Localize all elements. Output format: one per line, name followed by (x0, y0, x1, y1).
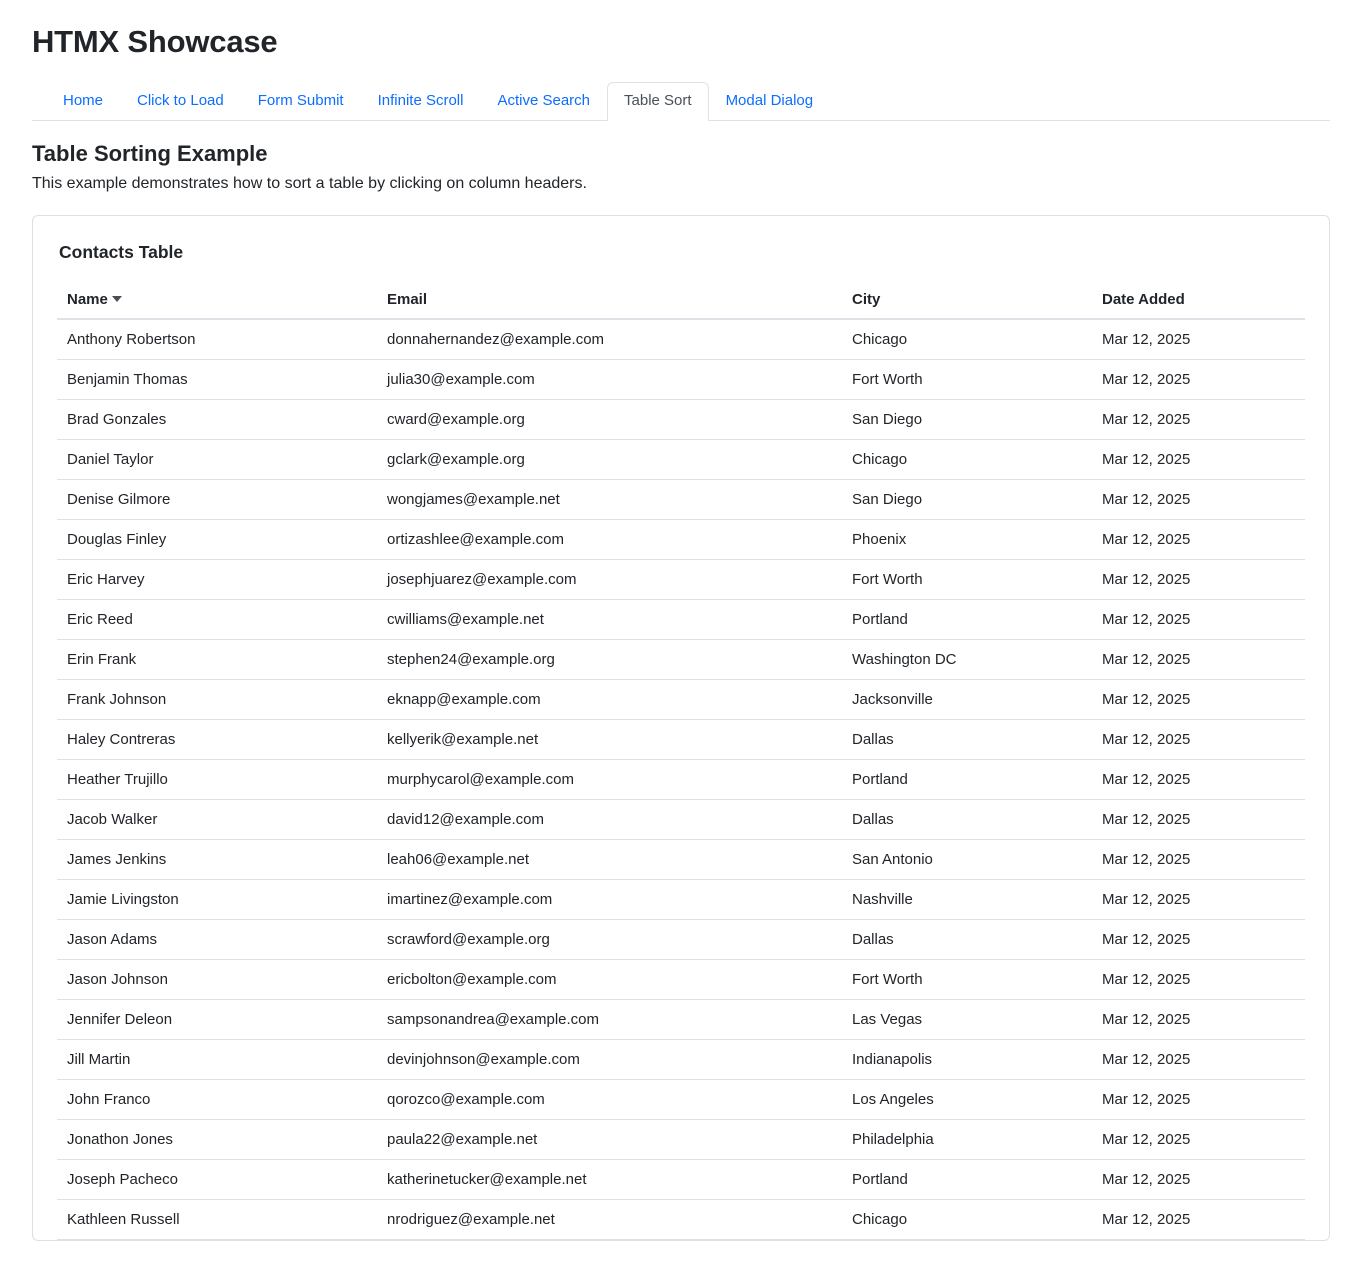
contact-email: qorozco@example.com (377, 1080, 842, 1120)
contact-city: San Diego (842, 400, 1092, 440)
contact-date-added: Mar 12, 2025 (1092, 560, 1305, 600)
contact-name: Jonathon Jones (57, 1120, 377, 1160)
contact-name: Anthony Robertson (57, 319, 377, 360)
contact-date-added: Mar 12, 2025 (1092, 880, 1305, 920)
contact-email: scrawford@example.org (377, 920, 842, 960)
contacts-table (57, 285, 1305, 1240)
tab-bar (32, 82, 1330, 121)
contact-date-added: Mar 12, 2025 (1092, 920, 1305, 960)
table-row (57, 1000, 1305, 1040)
contact-date-added: Mar 12, 2025 (1092, 1000, 1305, 1040)
contact-city: Chicago (842, 1200, 1092, 1240)
contact-city: Chicago (842, 319, 1092, 360)
contact-city: San Diego (842, 480, 1092, 520)
contact-date-added: Mar 12, 2025 (1092, 520, 1305, 560)
contact-email: eknapp@example.com (377, 680, 842, 720)
column-header-date-added[interactable]: Date Added (1092, 285, 1305, 319)
contact-date-added: Mar 12, 2025 (1092, 400, 1305, 440)
contact-city: Portland (842, 760, 1092, 800)
contact-city: Indianapolis (842, 1040, 1092, 1080)
contact-city: San Antonio (842, 840, 1092, 880)
contact-email: cward@example.org (377, 400, 842, 440)
tab-table-sort[interactable]: Table Sort (607, 82, 709, 121)
table-row (57, 1120, 1305, 1160)
card-title: Contacts Table (59, 242, 184, 262)
contact-city: Nashville (842, 880, 1092, 920)
column-header-name[interactable] (57, 285, 377, 319)
contact-date-added: Mar 12, 2025 (1092, 1120, 1305, 1160)
table-row (57, 319, 1305, 360)
table-row (57, 1080, 1305, 1120)
contact-email: stephen24@example.org (377, 640, 842, 680)
contact-email: julia30@example.com (377, 360, 842, 400)
table-row (57, 880, 1305, 920)
contact-city: Dallas (842, 800, 1092, 840)
page-title: HTMX Showcase (32, 24, 278, 59)
table-row (57, 640, 1305, 680)
contact-date-added: Mar 12, 2025 (1092, 1200, 1305, 1240)
contact-name: Eric Reed (57, 600, 377, 640)
contact-email: donnahernandez@example.com (377, 319, 842, 360)
section-description: This example demonstrates how to sort a table by clicking on column headers. (32, 175, 587, 192)
contact-email: nrodriguez@example.net (377, 1200, 842, 1240)
contact-date-added: Mar 12, 2025 (1092, 480, 1305, 520)
contact-city: Phoenix (842, 520, 1092, 560)
table-row (57, 1160, 1305, 1200)
contact-email: wongjames@example.net (377, 480, 842, 520)
contact-email: cwilliams@example.net (377, 600, 842, 640)
tab-modal-dialog[interactable]: Modal Dialog (725, 92, 814, 109)
contact-name: Brad Gonzales (57, 400, 377, 440)
contact-city: Fort Worth (842, 560, 1092, 600)
contact-email: devinjohnson@example.com (377, 1040, 842, 1080)
table-row (57, 560, 1305, 600)
table-row (57, 360, 1305, 400)
table-row (57, 680, 1305, 720)
table-row (57, 720, 1305, 760)
contacts-card (32, 215, 1330, 1241)
column-header-city[interactable]: City (842, 285, 1092, 319)
contact-city: Dallas (842, 920, 1092, 960)
contact-date-added: Mar 12, 2025 (1092, 640, 1305, 680)
table-row (57, 760, 1305, 800)
contact-city: Fort Worth (842, 360, 1092, 400)
contact-name: Jill Martin (57, 1040, 377, 1080)
contact-email: ortizashlee@example.com (377, 520, 842, 560)
contact-name: Daniel Taylor (57, 440, 377, 480)
contact-name: Eric Harvey (57, 560, 377, 600)
contact-email: murphycarol@example.com (377, 760, 842, 800)
section-heading: Table Sorting Example (32, 141, 268, 166)
contact-city: Chicago (842, 440, 1092, 480)
contact-name: Jacob Walker (57, 800, 377, 840)
table-row (57, 600, 1305, 640)
table-row (57, 800, 1305, 840)
contact-email: sampsonandrea@example.com (377, 1000, 842, 1040)
contact-date-added: Mar 12, 2025 (1092, 1160, 1305, 1200)
contact-city: Portland (842, 600, 1092, 640)
caret-down-icon (112, 296, 122, 302)
table-body (57, 319, 1305, 1240)
contact-name: Erin Frank (57, 640, 377, 680)
tab-infinite-scroll[interactable]: Infinite Scroll (377, 92, 464, 109)
contact-date-added: Mar 12, 2025 (1092, 760, 1305, 800)
table-row (57, 920, 1305, 960)
column-header-email[interactable]: Email (377, 285, 842, 319)
contact-email: kellyerik@example.net (377, 720, 842, 760)
table-header (57, 285, 1305, 319)
contact-city: Portland (842, 1160, 1092, 1200)
contact-name: Frank Johnson (57, 680, 377, 720)
contact-date-added: Mar 12, 2025 (1092, 1040, 1305, 1080)
contact-city: Fort Worth (842, 960, 1092, 1000)
contact-city: Dallas (842, 720, 1092, 760)
table-row (57, 480, 1305, 520)
contact-email: katherinetucker@example.net (377, 1160, 842, 1200)
contact-date-added: Mar 12, 2025 (1092, 1080, 1305, 1120)
contact-name: Haley Contreras (57, 720, 377, 760)
contact-city: Los Angeles (842, 1080, 1092, 1120)
contact-date-added: Mar 12, 2025 (1092, 840, 1305, 880)
tab-click-to-load[interactable]: Click to Load (137, 92, 224, 109)
table-row (57, 1040, 1305, 1080)
contact-date-added: Mar 12, 2025 (1092, 319, 1305, 360)
contact-name: Jason Adams (57, 920, 377, 960)
contact-city: Las Vegas (842, 1000, 1092, 1040)
contact-name: John Franco (57, 1080, 377, 1120)
contact-date-added: Mar 12, 2025 (1092, 440, 1305, 480)
table-row (57, 840, 1305, 880)
table-row (57, 520, 1305, 560)
contact-date-added: Mar 12, 2025 (1092, 680, 1305, 720)
contact-email: david12@example.com (377, 800, 842, 840)
contact-email: josephjuarez@example.com (377, 560, 842, 600)
table-row (57, 1200, 1305, 1240)
contact-city: Jacksonville (842, 680, 1092, 720)
contact-name: James Jenkins (57, 840, 377, 880)
contact-date-added: Mar 12, 2025 (1092, 800, 1305, 840)
contact-city: Washington DC (842, 640, 1092, 680)
tab-form-submit[interactable]: Form Submit (257, 92, 344, 109)
contact-name: Douglas Finley (57, 520, 377, 560)
contact-name: Heather Trujillo (57, 760, 377, 800)
contact-name: Kathleen Russell (57, 1200, 377, 1240)
table-header-row (57, 285, 1305, 319)
tab-active-search[interactable]: Active Search (497, 92, 591, 109)
contact-date-added: Mar 12, 2025 (1092, 360, 1305, 400)
contact-date-added: Mar 12, 2025 (1092, 720, 1305, 760)
table-row (57, 400, 1305, 440)
table-row (57, 960, 1305, 1000)
contact-email: ericbolton@example.com (377, 960, 842, 1000)
column-header-name-label: Name (67, 291, 108, 308)
contact-name: Denise Gilmore (57, 480, 377, 520)
contact-email: gclark@example.org (377, 440, 842, 480)
contact-email: paula22@example.net (377, 1120, 842, 1160)
contact-email: leah06@example.net (377, 840, 842, 880)
contact-name: Jennifer Deleon (57, 1000, 377, 1040)
table-row (57, 440, 1305, 480)
contact-name: Jamie Livingston (57, 880, 377, 920)
contact-name: Jason Johnson (57, 960, 377, 1000)
contact-name: Benjamin Thomas (57, 360, 377, 400)
contact-name: Joseph Pacheco (57, 1160, 377, 1200)
contact-date-added: Mar 12, 2025 (1092, 600, 1305, 640)
contact-email: imartinez@example.com (377, 880, 842, 920)
contact-city: Philadelphia (842, 1120, 1092, 1160)
tab-home[interactable]: Home (63, 92, 104, 109)
contact-date-added: Mar 12, 2025 (1092, 960, 1305, 1000)
